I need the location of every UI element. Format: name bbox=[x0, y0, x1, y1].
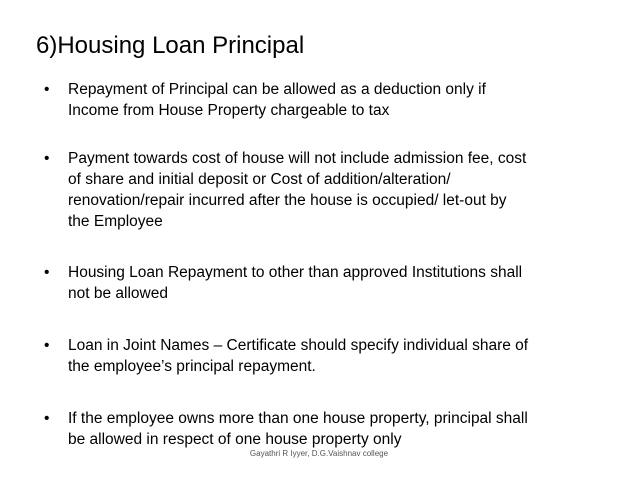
bullet-line: Loan in Joint Names – Certificate should specify individual share of bbox=[68, 337, 529, 354]
bullet-text bbox=[68, 79, 624, 121]
slide-footer: Gayathri R Iyyer, D.G.Vaishnav college bbox=[249, 449, 389, 458]
bullet-line: renovation/repair incurred after the house is occupied/ let-out by bbox=[68, 192, 507, 209]
slide-title: 6)Housing Loan Principal bbox=[36, 32, 305, 59]
bullet-marker: • bbox=[44, 81, 50, 98]
bullet-text bbox=[68, 408, 624, 450]
bullet-line: Income from House Property chargeable to tax bbox=[68, 102, 390, 119]
bullet-line: the employee’s principal repayment. bbox=[68, 358, 316, 375]
bullet-line: of share and initial deposit or Cost of addition/alteration/ bbox=[68, 171, 451, 188]
bullet-line: If the employee owns more than one house property, principal shall bbox=[68, 410, 528, 427]
bullet-marker: • bbox=[44, 150, 50, 167]
bullet-text bbox=[68, 148, 624, 232]
bullet-marker: • bbox=[44, 264, 50, 281]
bullet-line: not be allowed bbox=[68, 285, 168, 302]
bullet-marker: • bbox=[44, 410, 50, 427]
bullet-line: Housing Loan Repayment to other than approved Institutions shall bbox=[68, 264, 523, 281]
bullet-text bbox=[68, 335, 624, 377]
bullet-text bbox=[68, 262, 624, 304]
bullet-line: Repayment of Principal can be allowed as a deduction only if bbox=[68, 81, 486, 98]
bullet-marker: • bbox=[44, 337, 50, 354]
bullet-line: the Employee bbox=[68, 213, 163, 230]
bullet-line: Payment towards cost of house will not include admission fee, cost bbox=[68, 150, 527, 167]
bullet-line: be allowed in respect of one house property only bbox=[68, 431, 402, 448]
